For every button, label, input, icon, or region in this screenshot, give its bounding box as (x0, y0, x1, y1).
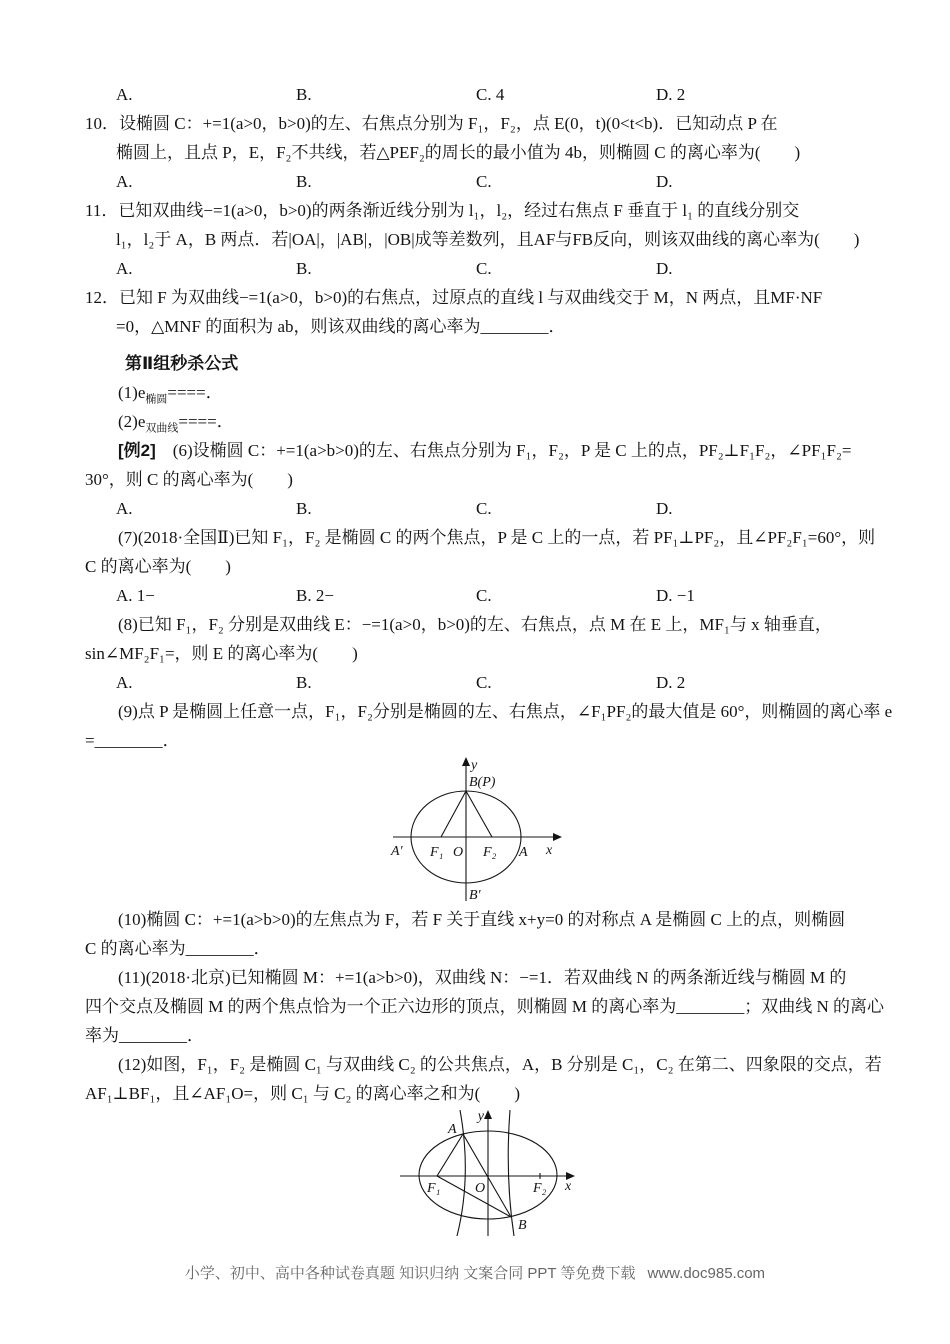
option-b: B. (296, 499, 312, 518)
q10b-line-1: (10)椭圆 C：+=1(a>b>0)的左焦点为 F，若 F 关于直线 x+y=0 的对称点 A 是椭圆 C 上的点，则椭圆 (118, 910, 846, 929)
q8-line-1: (8)已知 F₁，F₂ 分别是双曲线 E：−=1(a>0，b>0)的左、右焦点，点 M 在 E 上，MF₁与 x 轴垂直， (118, 615, 832, 634)
question-11-line-1: 11．已知双曲线−=1(a>0，b>0)的两条渐近线分别为 l₁，l₂，经过右焦点 F 垂直于 l₁ 的直线分别交 (85, 201, 800, 220)
option-a: A. 1− (116, 586, 155, 605)
option-b: B. (296, 172, 312, 191)
q12b-line-1: (12)如图，F₁，F₂ 是椭圆 C₁ 与双曲线 C₂ 的公共焦点，A，B 分别是 C₁，C₂ 在第二、四象限的交点，若 (118, 1055, 882, 1074)
question-12-line-1: 12．已知 F 为双曲线−=1(a>0，b>0)的右焦点，过原点的直线 l 与双曲线交于 M，N 两点，且MF·NF (85, 288, 823, 307)
focus-F1-label: F₁ (430, 845, 444, 860)
options-row-q8 (85, 668, 875, 697)
segment-B-F2 (466, 791, 492, 837)
q11b-line-3: 率为________． (85, 1026, 204, 1045)
focus-F2-label: F₂ (533, 1181, 547, 1196)
origin-O-label: O (453, 845, 464, 860)
figure-ellipse-foci (385, 755, 585, 905)
formula-subscript: 双曲线 (145, 422, 179, 435)
option-c: C. 4 (476, 85, 505, 104)
ellipse-diagram-1 (385, 755, 585, 905)
footer-text: 小学、初中、高中各种试卷真题 知识归纳 文案合同 PPT 等免费下载 (184, 1265, 636, 1282)
formula-e-hyperbola (85, 407, 875, 436)
origin-O-label: O (475, 1181, 486, 1196)
q6-text: (6)设椭圆 C：+=1(a>b>0)的左、右焦点分别为 F₁，F₂，P 是 C 上的点，PF₂⊥F₁F₂，∠PF₁F₂= (155, 441, 852, 460)
point-A-prime-label: A′ (391, 844, 403, 859)
segment-A-F1 (437, 1134, 463, 1176)
q7-line-1: (7)(2018·全国Ⅱ)已知 F₁，F₂ 是椭圆 C 的两个焦点，P 是 C 上的一点，若 PF₁⊥PF₂，且∠PF₂F₁=60°，则 (118, 528, 876, 547)
q8-line-2: sin∠MF₂F₁=，则 E 的离心率为( ) (85, 644, 358, 663)
formula-prefix: (2)e (118, 412, 146, 431)
focus-F2-label: F₂ (483, 845, 497, 860)
option-a: A. (116, 673, 133, 692)
option-c: C. (476, 259, 492, 278)
option-d: D. (656, 259, 673, 278)
option-b: B. (296, 673, 312, 692)
hyperbola-left-branch (457, 1110, 465, 1236)
option-b: B. (296, 85, 312, 104)
formula-subscript: 椭圆 (145, 393, 168, 406)
point-B-P-label: B(P) (469, 775, 496, 790)
options-row-q9 (85, 80, 875, 109)
q10b-line-2: C 的离心率为________． (85, 939, 271, 958)
example-2-tag: [例2] (118, 441, 156, 460)
q7-line-2: C 的离心率为( ) (85, 557, 231, 576)
y-axis-arrow (484, 1110, 492, 1119)
q11b-line-1: (11)(2018·北京)已知椭圆 M：+=1(a>b>0)，双曲线 N：−=1．若双曲线 N 的两条渐近线与椭圆 M 的 (118, 968, 847, 987)
question-12-line-2: =0，△MNF 的面积为 ab，则该双曲线的离心率为________． (116, 317, 566, 336)
ellipse-hyperbola-diagram (390, 1108, 600, 1260)
section-heading-group2: 第Ⅱ组秒杀公式 (125, 354, 239, 373)
page-footer (0, 1262, 950, 1283)
formula-prefix: (1)e (118, 383, 146, 402)
option-c: C. (476, 673, 492, 692)
x-axis-label: x (546, 843, 553, 858)
y-axis-arrow (462, 757, 470, 766)
option-a: A. (116, 259, 133, 278)
q11b-line-2: 四个交点及椭圆 M 的两个焦点恰为一个正六边形的顶点，则椭圆 M 的离心率为________；双曲线 N 的离心 (85, 997, 885, 1016)
option-c: C. (476, 586, 492, 605)
footer-url: www.doc985.com (647, 1265, 766, 1282)
worksheet-content (85, 80, 893, 1260)
question-11-line-2: l₁，l₂于 A，B 两点．若|OA|，|AB|，|OB|成等差数列，且AF与FB反向，则该双曲线的离心率为( ) (116, 230, 860, 249)
example-2-q6-line-1 (85, 436, 875, 465)
figure-ellipse-hyperbola (390, 1108, 600, 1260)
point-A-label: A (519, 845, 528, 860)
x-axis-arrow (553, 833, 562, 841)
option-d: D. (656, 499, 673, 518)
option-d: D. (656, 172, 673, 191)
point-B-label: B (518, 1218, 527, 1233)
point-B-prime-label: B′ (469, 888, 481, 903)
segment-B-F1 (441, 791, 466, 837)
option-b: B. (296, 259, 312, 278)
q12b-line-2: AF₁⊥BF₁，且∠AF₁O=，则 C₁ 与 C₂ 的离心率之和为( ) (85, 1084, 520, 1103)
option-c: C. (476, 499, 492, 518)
formula-body: ====． (167, 383, 223, 402)
option-d: D. 2 (656, 673, 686, 692)
question-10-line-1: 10．设椭圆 C：+=1(a>0，b>0)的左、右焦点分别为 F₁，F₂，点 E(0，t)(0<t<b)．已知动点 P 在 (85, 114, 778, 133)
focus-F1-label: F₁ (427, 1181, 441, 1196)
x-axis-label: x (565, 1179, 572, 1194)
options-row-q11 (85, 254, 875, 283)
option-a: A. (116, 499, 133, 518)
option-b: B. 2− (296, 586, 334, 605)
point-A-label: A (448, 1122, 457, 1137)
question-10-line-2: 椭圆上，且点 P，E，F₂不共线，若△PEF₂的周长的最小值为 4b，则椭圆 C 的离心率为( ) (116, 143, 801, 162)
option-a: A. (116, 85, 133, 104)
options-row-q6 (85, 494, 875, 523)
y-axis-label: y (471, 758, 478, 773)
option-c: C. (476, 172, 492, 191)
formula-e-ellipse (85, 378, 875, 407)
q9b-line-2: =________． (85, 731, 180, 750)
formula-body: ====． (178, 412, 234, 431)
q6-line-2: 30°，则 C 的离心率为( ) (85, 470, 293, 489)
option-a: A. (116, 172, 133, 191)
options-row-q7 (85, 581, 875, 610)
option-d: D. 2 (656, 85, 686, 104)
y-axis-label: y (477, 1109, 484, 1124)
options-row-q10 (85, 167, 875, 196)
option-d: D. −1 (656, 586, 695, 605)
q9b-line-1: (9)点 P 是椭圆上任意一点，F₁，F₂分别是椭圆的左、右焦点，∠F₁PF₂的最大值是 60°，则椭圆的离心率 e (118, 702, 893, 721)
